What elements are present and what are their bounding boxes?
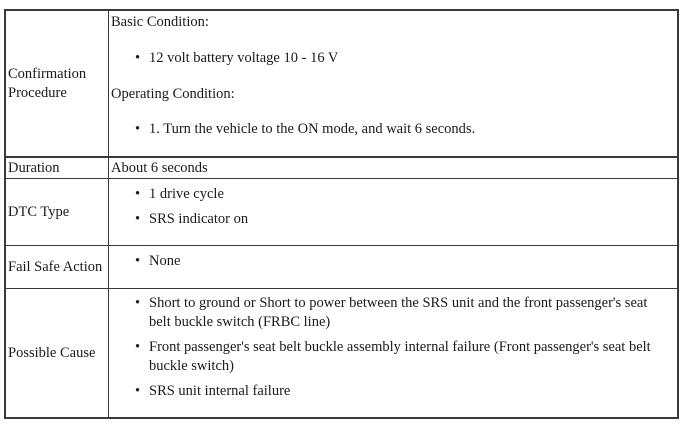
list-item-text: Short to ground or Short to power between the SRS unit and the front passenger's seat belt buckle switch (FRBC line) bbox=[149, 295, 648, 330]
row-label-dtc-type: DTC Type bbox=[5, 179, 109, 246]
basic-condition-heading: Basic Condition: bbox=[111, 14, 209, 30]
row-content-fail-safe-action bbox=[109, 246, 679, 289]
basic-condition-list bbox=[111, 49, 671, 68]
table-row-confirmation-procedure bbox=[5, 10, 678, 157]
bullet-icon: • bbox=[135, 339, 141, 355]
list-item-text: SRS indicator on bbox=[149, 211, 249, 227]
possible-cause-list bbox=[111, 294, 671, 401]
operating-condition-heading: Operating Condition: bbox=[111, 86, 235, 102]
bullet-icon: • bbox=[135, 211, 141, 227]
list-item-text: Front passenger's seat belt buckle assembly internal failure (Front passenger's seat belt buckle switch) bbox=[149, 339, 651, 374]
list-item bbox=[135, 49, 671, 68]
fail-safe-list bbox=[111, 252, 671, 271]
table-row-dtc-type bbox=[5, 179, 678, 246]
list-item bbox=[135, 185, 671, 204]
row-label-fail-safe-action: Fail Safe Action bbox=[5, 246, 109, 289]
row-content-duration: About 6 seconds bbox=[109, 157, 679, 179]
bullet-icon: • bbox=[135, 383, 141, 399]
row-content-possible-cause bbox=[109, 289, 679, 419]
row-content-dtc-type bbox=[109, 179, 679, 246]
row-label-duration: Duration bbox=[5, 157, 109, 179]
list-item bbox=[135, 338, 671, 376]
bullet-icon: • bbox=[135, 186, 141, 202]
list-item bbox=[135, 210, 671, 229]
list-item-text: 1 drive cycle bbox=[149, 186, 224, 202]
list-item bbox=[135, 252, 671, 271]
list-item bbox=[135, 120, 671, 139]
bullet-icon: • bbox=[135, 50, 141, 66]
bullet-icon: • bbox=[135, 295, 141, 311]
list-item-text: SRS unit internal failure bbox=[149, 383, 291, 399]
table-row-fail-safe-action bbox=[5, 246, 678, 289]
operating-condition-list bbox=[111, 120, 671, 139]
list-item-text: 1. Turn the vehicle to the ON mode, and wait 6 seconds. bbox=[149, 121, 476, 137]
table-row-duration bbox=[5, 157, 678, 179]
row-label-confirmation-procedure: Confirmation Procedure bbox=[5, 10, 109, 157]
bullet-icon: • bbox=[135, 121, 141, 137]
list-item-text: None bbox=[149, 253, 181, 269]
list-item bbox=[135, 294, 671, 332]
list-item bbox=[135, 382, 671, 401]
table-row-possible-cause bbox=[5, 289, 678, 419]
row-content-confirmation-procedure bbox=[109, 10, 679, 157]
dtc-info-table bbox=[4, 9, 679, 419]
bullet-icon: • bbox=[135, 253, 141, 269]
dtc-type-list bbox=[111, 185, 671, 229]
row-label-possible-cause: Possible Cause bbox=[5, 289, 109, 419]
list-item-text: 12 volt battery voltage 10 - 16 V bbox=[149, 50, 339, 66]
dtc-info-table-container bbox=[4, 9, 679, 419]
